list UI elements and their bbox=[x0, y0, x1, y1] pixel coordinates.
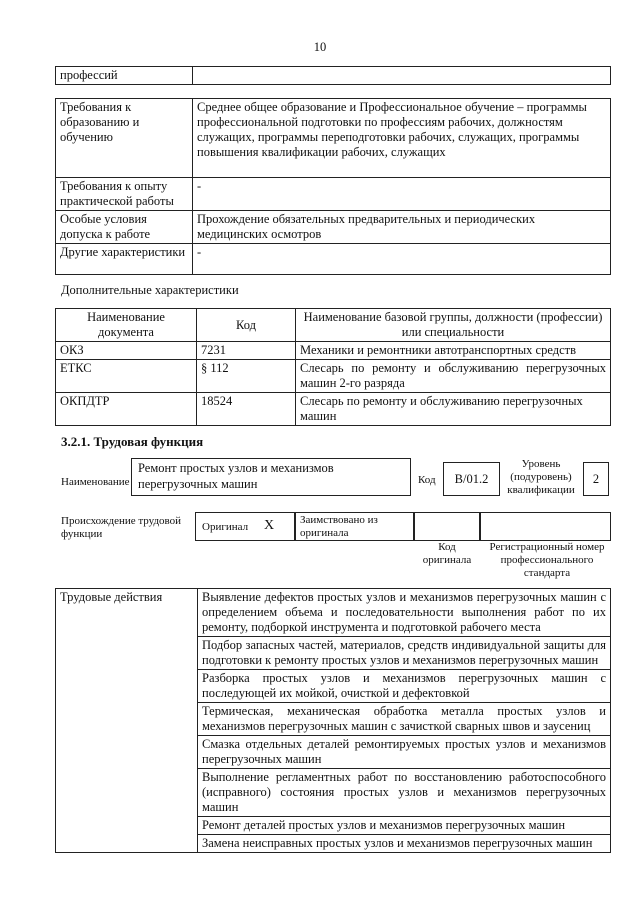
top-fragment-empty-cell bbox=[193, 67, 611, 85]
origin-label: Происхождение трудовой функции bbox=[61, 515, 182, 540]
additional-row bbox=[56, 393, 611, 426]
original-label: Оригинал bbox=[202, 521, 249, 533]
requirement-label: Особые условия допуска к работе bbox=[56, 211, 193, 244]
row-code: 7231 bbox=[197, 342, 296, 360]
action-item: Термическая, механическая обработка металла простых узлов и механизмов перегрузочных машин с зачисткой сварных швов и заусениц bbox=[198, 703, 611, 736]
requirement-value: - bbox=[193, 244, 611, 275]
borrowed-box bbox=[295, 512, 414, 541]
level-value: 2 bbox=[592, 472, 600, 486]
function-code-box bbox=[443, 462, 500, 496]
header-name: Наименование базовой группы, должности (профессии) или специальности bbox=[296, 309, 611, 342]
labor-actions-table bbox=[55, 588, 611, 853]
requirement-value: - bbox=[193, 178, 611, 211]
action-row bbox=[56, 589, 611, 637]
requirements-table bbox=[55, 98, 611, 275]
requirement-row bbox=[56, 99, 611, 178]
row-code: § 112 bbox=[197, 360, 296, 393]
level-box bbox=[583, 462, 609, 496]
additional-table bbox=[55, 308, 611, 426]
requirement-row bbox=[56, 178, 611, 211]
requirement-row bbox=[56, 211, 611, 244]
additional-title: Дополнительные характеристики bbox=[61, 283, 239, 297]
additional-row bbox=[56, 342, 611, 360]
requirement-label: Другие характеристики bbox=[56, 244, 193, 275]
top-fragment-table bbox=[55, 66, 611, 85]
requirement-value: Среднее общее образование и Профессиональное обучение – программы профессиональной подготовки по профессиям рабочих, должностям служащих, программы переподготовки рабочих, служащих, программы повышения квалификации рабочих, служащих bbox=[193, 99, 611, 178]
function-name-value: Ремонт простых узлов и механизмов перегрузочных машин bbox=[138, 461, 334, 491]
row-document: ОКПДТР bbox=[56, 393, 197, 426]
function-code-value: B/01.2 bbox=[454, 472, 489, 486]
requirement-value: Прохождение обязательных предварительных и периодических медицинских осмотров bbox=[193, 211, 611, 244]
code-original-label: Код оригинала bbox=[422, 541, 472, 567]
row-document: ОКЗ bbox=[56, 342, 197, 360]
code-original-box bbox=[414, 512, 480, 541]
original-box bbox=[195, 512, 295, 541]
actions-label: Трудовые действия bbox=[56, 589, 198, 853]
function-name-box bbox=[131, 458, 411, 496]
header-code: Код bbox=[197, 309, 296, 342]
level-label: Уровень (подуровень) квалификации bbox=[507, 458, 575, 497]
requirement-label: Требования к образованию и обучению bbox=[56, 99, 193, 178]
reg-number-label: Регистрационный номер профессионального стандарта bbox=[489, 541, 605, 580]
top-fragment-cell: профессий bbox=[56, 67, 193, 85]
action-item: Смазка отдельных деталей ремонтируемых простых узлов и механизмов перегрузочных машин bbox=[198, 736, 611, 769]
borrowed-label: Заимствовано из оригинала bbox=[300, 514, 378, 539]
action-item: Выполнение регламентных работ по восстановлению работоспособного (исправного) состояния простых узлов и механизмов перегрузочных машин bbox=[198, 769, 611, 817]
name-label: Наименование bbox=[61, 476, 130, 488]
additional-header-row bbox=[56, 309, 611, 342]
action-item: Выявление дефектов простых узлов и механизмов перегрузочных машин с определением объема и последовательности выполнения работ по их ремонту, подборкой инструмента и подготовкой рабочего места bbox=[198, 589, 611, 637]
reg-number-box bbox=[480, 512, 611, 541]
code-label: Код bbox=[418, 474, 436, 486]
action-item: Ремонт деталей простых узлов и механизмов перегрузочных машин bbox=[198, 817, 611, 835]
action-item: Разборка простых узлов и механизмов перегрузочных машин с последующей их мойкой, очисткой и дефектовкой bbox=[198, 670, 611, 703]
original-mark: X bbox=[264, 518, 275, 533]
row-name: Слесарь по ремонту и обслуживанию перегрузочных машин 2-го разряда bbox=[296, 360, 611, 393]
requirement-row bbox=[56, 244, 611, 275]
page-number: 10 bbox=[313, 40, 327, 54]
additional-row bbox=[56, 360, 611, 393]
row-name: Механики и ремонтники автотранспортных средств bbox=[296, 342, 611, 360]
action-item: Замена неисправных простых узлов и механизмов перегрузочных машин bbox=[198, 835, 611, 853]
action-item: Подбор запасных частей, материалов, средств индивидуальной защиты для подготовки к ремонту простых узлов и механизмов перегрузочных машин bbox=[198, 637, 611, 670]
row-document: ЕТКС bbox=[56, 360, 197, 393]
row-code: 18524 bbox=[197, 393, 296, 426]
requirement-label: Требования к опыту практической работы bbox=[56, 178, 193, 211]
header-document: Наименование документа bbox=[56, 309, 197, 342]
row-name: Слесарь по ремонту и обслуживанию перегрузочных машин bbox=[296, 393, 611, 426]
section-title: 3.2.1. Трудовая функция bbox=[61, 434, 204, 449]
